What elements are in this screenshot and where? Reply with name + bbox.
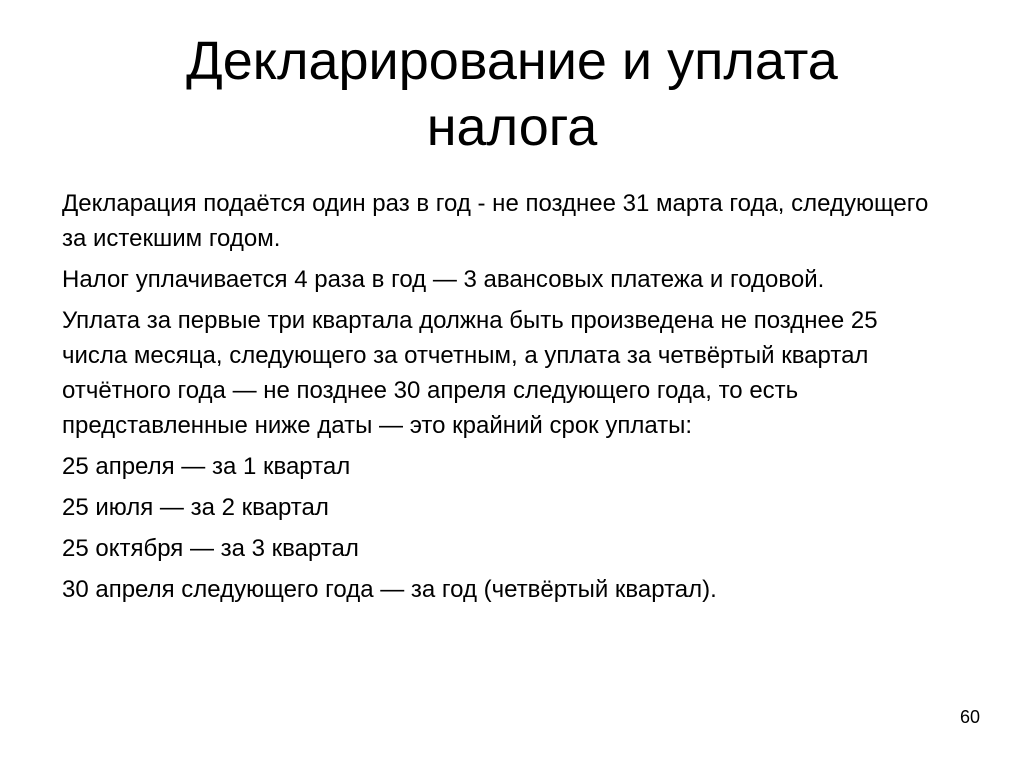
slide-title-line-2: налога — [426, 97, 598, 157]
paragraph-payment-frequency: Налог уплачивается 4 раза в год — 3 авансовых платежа и годовой. — [62, 266, 825, 293]
paragraph-payment-terms: Уплата за первые три квартала должна быть произведена не позднее 25 числа месяца, следующего за отчетным, а уплата за четвёртый квартал отчётного года — не позднее 30 апреля следующего года, то есть представленные ниже даты — это крайний срок уплаты: — [62, 307, 878, 439]
paragraph-deadline-q3: 25 октября — за 3 квартал — [62, 535, 359, 562]
paragraph-deadline-year: 30 апреля следующего года — за год (четвёртый квартал). — [62, 576, 717, 603]
paragraph-deadline-q2: 25 июля — за 2 квартал — [62, 494, 329, 521]
paragraph-deadline-q1: 25 апреля — за 1 квартал — [62, 453, 351, 480]
page-number: 60 — [959, 707, 980, 727]
paragraph-declaration-deadline: Декларация подаётся один раз в год - не позднее 31 марта года, следующего за истекшим годом. — [62, 190, 929, 252]
slide-title — [40, 28, 984, 160]
slide-title-line-1: Декларирование и уплата — [186, 31, 838, 91]
slide-body — [62, 186, 942, 613]
